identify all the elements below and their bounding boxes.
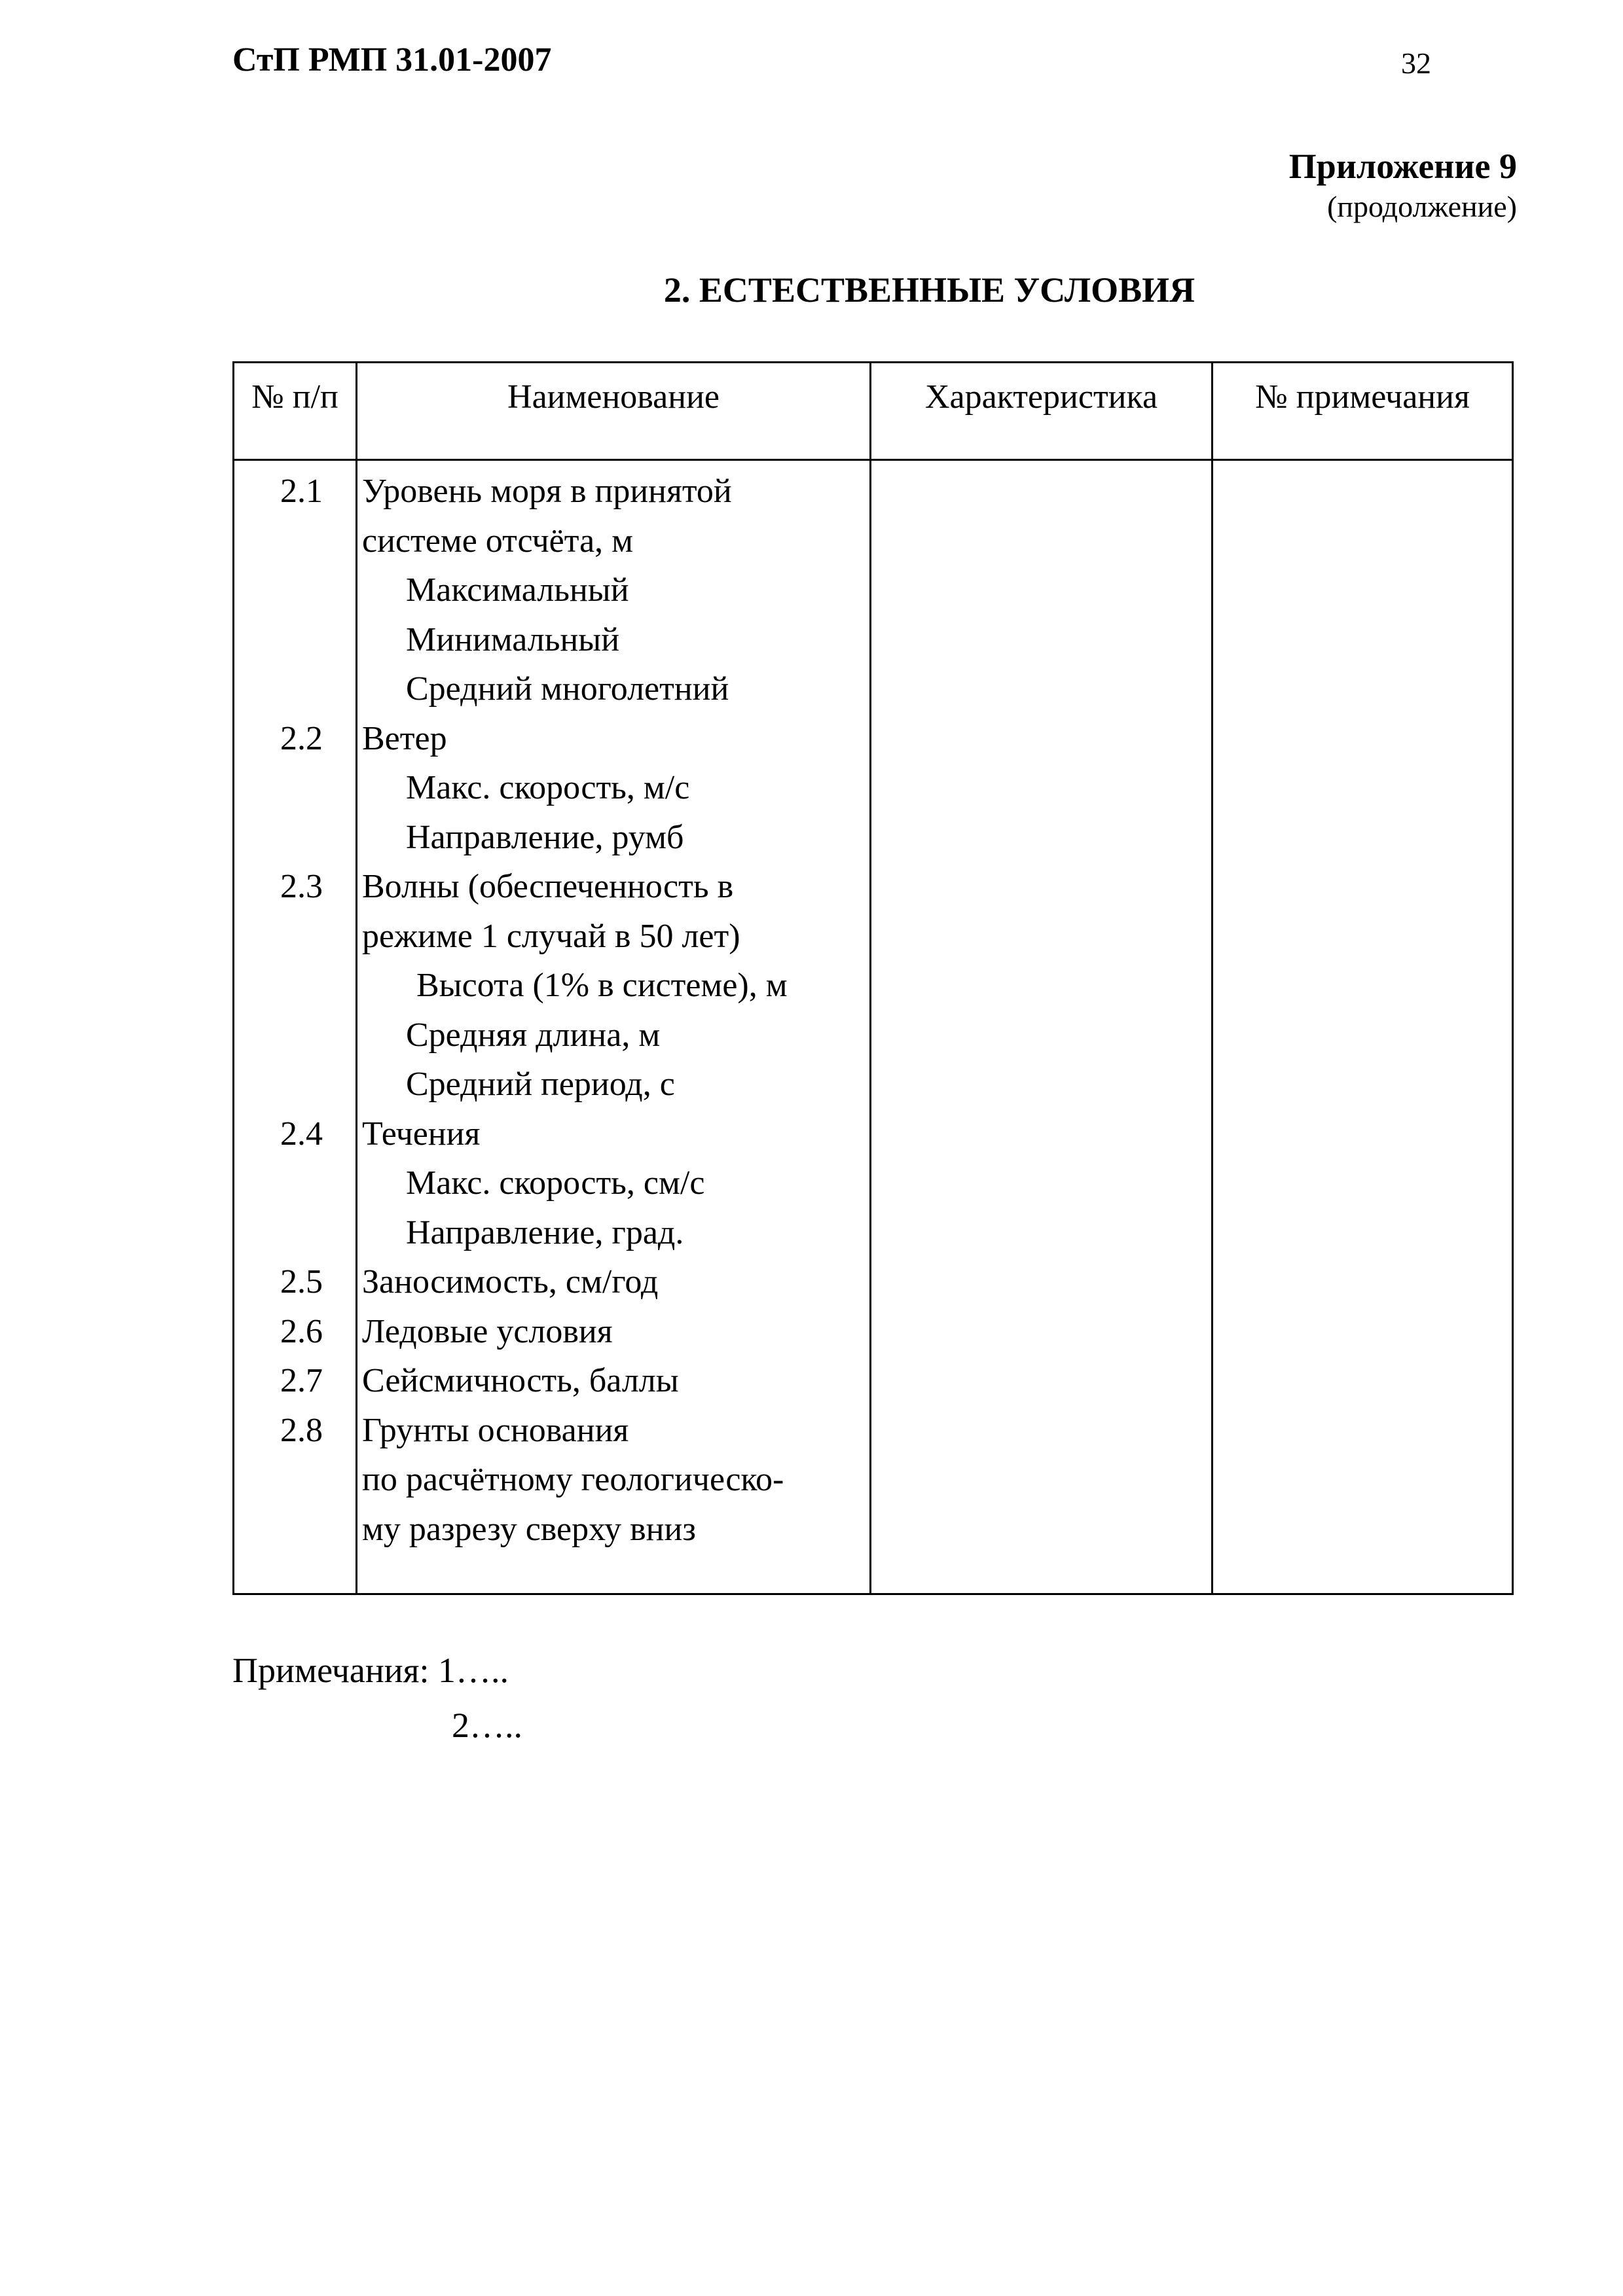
row-name: режиме 1 случай в 50 лет): [362, 917, 740, 955]
section-title-text: 2. ЕСТЕСТВЕННЫЕ УСЛОВИЯ: [663, 270, 1195, 310]
row-name: Ледовые условия: [362, 1312, 613, 1350]
column-header-number: № п/п: [251, 378, 338, 416]
row-number: 2.2: [280, 719, 323, 757]
row-number: 2.8: [280, 1411, 323, 1449]
note-line-1: Примечания: 1…..: [232, 1651, 509, 1690]
table-row: [234, 1208, 1512, 1258]
row-name: му разрезу сверху вниз: [362, 1510, 696, 1548]
row-name: Заносимость, см/год: [362, 1263, 659, 1300]
appendix-subtitle: (продолжение): [1327, 190, 1517, 223]
table-row: [234, 1307, 1512, 1357]
natural-conditions-table: [232, 361, 1514, 1595]
table-row: [234, 565, 1512, 615]
table-row: [234, 467, 1512, 516]
table-row: [234, 1406, 1512, 1456]
table-row: [234, 1356, 1512, 1406]
row-name: Грунты основания: [362, 1411, 629, 1449]
table-row: [234, 615, 1512, 665]
table-row: [234, 763, 1512, 813]
row-number: 2.3: [280, 868, 323, 905]
row-number: 2.5: [280, 1263, 323, 1300]
column-header-characteristic: Характеристика: [924, 378, 1158, 416]
table-row: [234, 862, 1512, 912]
table-row: [234, 714, 1512, 764]
row-name: Минимальный: [406, 620, 620, 658]
row-number: 2.7: [280, 1362, 323, 1399]
table-row: [234, 961, 1512, 1011]
row-name: Сейсмичность, баллы: [362, 1362, 679, 1399]
row-name: по расчётному геологическо-: [362, 1461, 784, 1498]
row-name: Макс. скорость, м/с: [406, 769, 690, 806]
table-row: [234, 664, 1512, 714]
row-number: 2.1: [280, 473, 323, 510]
table-row: [234, 1455, 1512, 1505]
row-name: Волны (обеспеченность в: [362, 868, 734, 905]
row-name: Высота (1% в системе), м: [416, 967, 788, 1004]
appendix-title: Приложение 9: [1288, 147, 1517, 186]
table-row: [234, 912, 1512, 961]
table-row: [234, 1109, 1512, 1159]
appendix-heading: [1289, 145, 1517, 226]
section-title: [0, 270, 1623, 310]
row-name: Средний многолетний: [406, 670, 729, 708]
column-header-name: Наименование: [507, 378, 720, 416]
document-code: СтП РМП 31.01-2007: [232, 41, 552, 79]
row-number: 2.4: [280, 1115, 323, 1153]
table-row: [234, 813, 1512, 863]
note-line-2: 2…..: [452, 1706, 522, 1745]
row-name: Течения: [362, 1115, 481, 1153]
row-name: Средняя длина, м: [406, 1016, 661, 1054]
row-name: Уровень моря в принятой: [362, 473, 732, 510]
row-name: Максимальный: [406, 571, 629, 609]
table-row: [234, 1505, 1512, 1554]
row-name: Направление, румб: [406, 818, 684, 856]
table-row: [234, 1158, 1512, 1208]
table-row: [234, 516, 1512, 566]
page-number: 32: [1401, 46, 1431, 80]
row-name: Средний период, с: [406, 1066, 675, 1103]
table-row: [234, 1011, 1512, 1060]
table-row: [234, 1257, 1512, 1307]
column-header-note-number: № примечания: [1255, 378, 1470, 416]
notes: [232, 1643, 522, 1753]
row-number: 2.6: [280, 1312, 323, 1350]
row-name: системе отсчёта, м: [362, 522, 634, 560]
row-name: Направление, град.: [406, 1213, 684, 1251]
table-row: [234, 1060, 1512, 1109]
header-divider: [234, 459, 1512, 461]
row-name: Ветер: [362, 719, 447, 757]
table-body: [234, 467, 1512, 1554]
row-name: Макс. скорость, см/с: [406, 1164, 705, 1202]
